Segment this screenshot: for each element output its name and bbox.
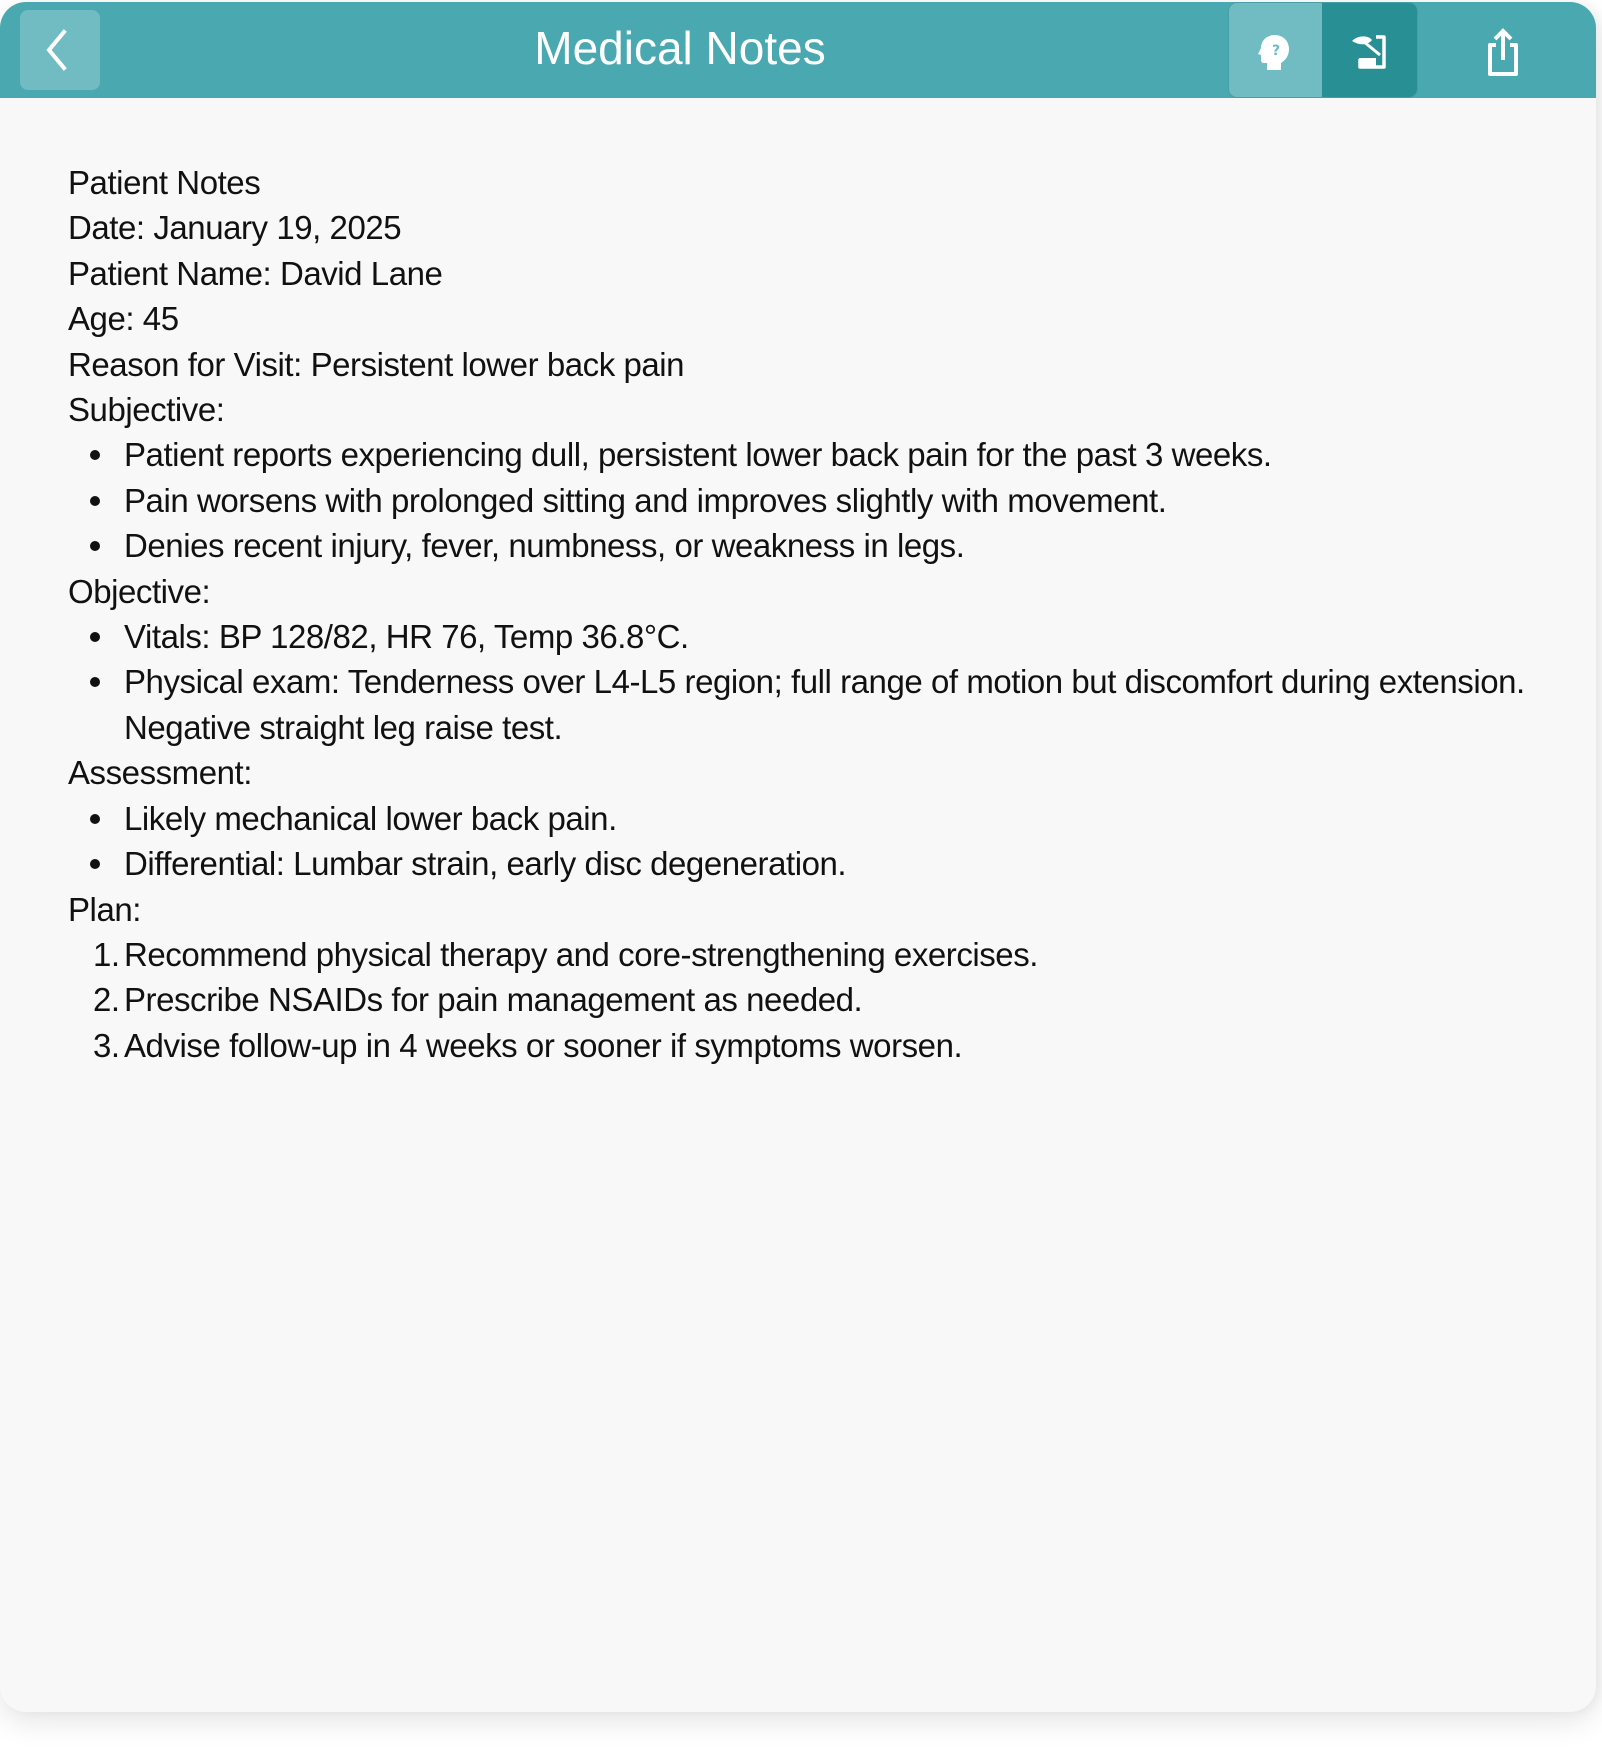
bullet-icon [90, 814, 100, 824]
bullet-icon [90, 677, 100, 687]
list-item [68, 614, 1540, 659]
bullet-icon [90, 541, 100, 551]
list-item-text: Differential: Lumbar strain, early disc degeneration. [124, 845, 847, 883]
bullet-icon [90, 632, 100, 642]
list-number: 2. [93, 981, 120, 1019]
list-item-text: Recommend physical therapy and core-strengthening exercises. [124, 935, 1038, 973]
plan-list [68, 932, 1540, 1068]
mode-segmented-control [1229, 3, 1417, 97]
bullet-icon [90, 450, 100, 460]
assessment-list [68, 796, 1540, 887]
list-number: 3. [93, 1026, 120, 1064]
section-heading-subjective: Subjective: [68, 391, 225, 429]
top-bar [0, 2, 1596, 98]
write-note-mode-button[interactable] [1322, 3, 1417, 97]
list-item-text: Physical exam: Tenderness over L4-L5 region; full range of motion but discomfort during extension. Negative straight leg raise test. [124, 663, 1525, 746]
visit-reason: Reason for Visit: Persistent lower back pain [68, 345, 685, 383]
svg-text:?: ? [1271, 43, 1281, 59]
note-date: Date: January 19, 2025 [68, 209, 402, 247]
list-item [68, 1023, 1540, 1068]
bullet-icon [90, 859, 100, 869]
section-heading-objective: Objective: [68, 572, 211, 610]
list-item-text: Pain worsens with prolonged sitting and improves slightly with movement. [124, 481, 1167, 519]
patient-name: Patient Name: David Lane [68, 254, 443, 292]
list-item [68, 432, 1540, 477]
bullet-icon [90, 496, 100, 506]
list-item-text: Advise follow-up in 4 weeks or sooner if symptoms worsen. [124, 1026, 963, 1064]
list-item [68, 523, 1540, 568]
patient-age: Age: 45 [68, 300, 179, 338]
notes-card [0, 2, 1596, 1712]
objective-list [68, 614, 1540, 750]
list-item [68, 841, 1540, 886]
note-body[interactable] [68, 160, 1540, 1068]
list-item [68, 977, 1540, 1022]
list-number: 1. [93, 935, 120, 973]
note-title: Patient Notes [68, 164, 261, 201]
section-heading-assessment: Assessment: [68, 754, 252, 792]
list-item-text: Vitals: BP 128/82, HR 76, Temp 36.8°C. [124, 618, 689, 656]
quill-paper-icon [1322, 3, 1417, 97]
list-item-text: Likely mechanical lower back pain. [124, 799, 617, 837]
list-item [68, 932, 1540, 977]
list-item [68, 796, 1540, 841]
ask-question-mode-button[interactable] [1229, 3, 1322, 97]
list-item-text: Denies recent injury, fever, numbness, or weakness in legs. [124, 527, 965, 565]
list-item-text: Prescribe NSAIDs for pain management as needed. [124, 981, 863, 1019]
list-item [68, 659, 1540, 750]
section-heading-plan: Plan: [68, 890, 141, 928]
list-item [68, 478, 1540, 523]
share-button[interactable] [1470, 12, 1536, 90]
share-icon [1470, 12, 1536, 90]
head-question-icon [1229, 3, 1322, 97]
list-item-text: Patient reports experiencing dull, persistent lower back pain for the past 3 weeks. [124, 436, 1272, 474]
subjective-list [68, 432, 1540, 568]
page-title: Medical Notes [534, 22, 826, 74]
